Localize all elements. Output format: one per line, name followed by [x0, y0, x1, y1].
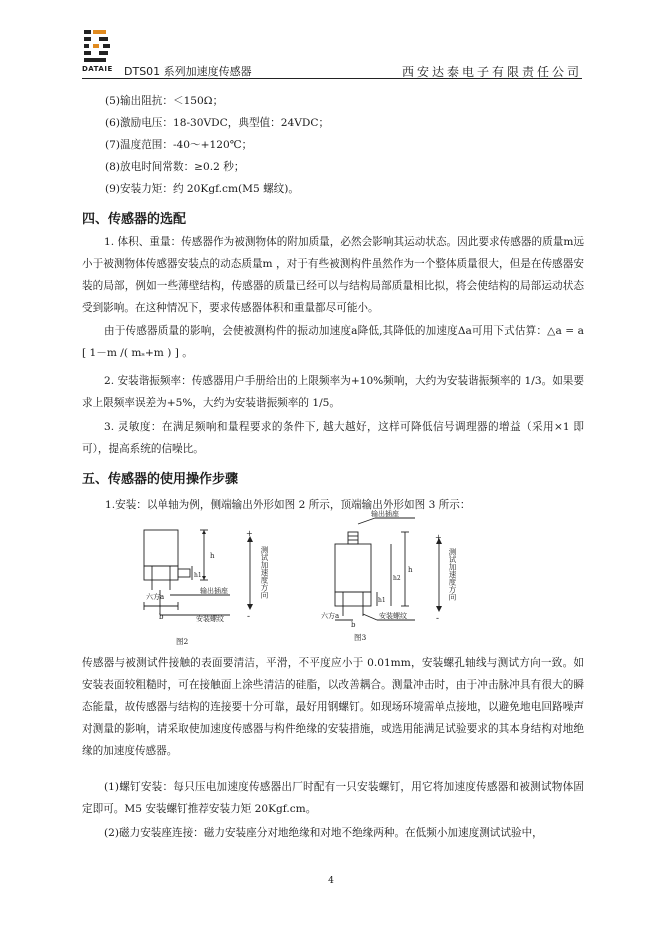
section-5-para-3: (2)磁力安装座连接：磁力安装座分对地绝缘和对地不绝缘两种。在低频小加速度测试试验中， — [104, 827, 543, 839]
figure-3-caption: 图3 — [354, 633, 367, 642]
dim-b-label: b — [159, 613, 164, 621]
spec-line: (8)放电时间常数：≥0.2 秒； — [105, 161, 245, 173]
dim-b-label: b — [351, 621, 356, 629]
section-4-para-3: 2. 安装谐振频率：传感器用户手册给出的上限频率为+10%频响，大约为安装谐振频率的 1/3。如果要求上限频率误差为+5%，大约为安装谐振频率的 1/5。 — [82, 375, 584, 409]
dim-h1-label: h1 — [378, 597, 386, 604]
hex-label: 六方a — [146, 593, 165, 601]
hex-label: 六方a — [321, 612, 340, 620]
section-5-para-1: 传感器与被测试件接触的表面要清洁，平滑，不平度应小于 0.01mm，安装螺孔轴线与测试方向一致。如安装表面较粗糙时，可在接触面上涂些清洁的硅脂，以改善耦合。测量冲击时，由于冲击脉冲具有很大的瞬态能量，故传感器与结构的连接要十分可靠，最好用钢螺钉。如现场环境需单点接地，以避免地电回路噪声对测量的影响，请采取使加速度传感器与构件绝缘的安装措施，或选用能满足试验要求的其本身结构对地绝缘的加速度传感器。 — [82, 657, 584, 757]
section-4-para-1: 1. 体积、重量：传感器作为被测物体的附加质量，必然会影响其运动状态。因此要求传感器的质量m远小于被测物体传感器安装点的动态质量m ，对于有些被测构件虽然作为一个整体质量很大，但是在传感器安装的局部，例如一些薄壁结构，传感器的质量已经可以与结构局部质量相比拟，将会使结构的局部运动状态受到影响。在这种情况下，要求传感器体积和重量都尽可能小。 — [82, 236, 584, 314]
output-label: 输出插座 — [371, 510, 399, 518]
plus-sign: + — [246, 529, 253, 538]
dim-h1-label: h1 — [194, 572, 202, 579]
dim-h-label: h — [210, 552, 215, 560]
section-4-para-4: 3. 灵敏度：在满足频响和量程要求的条件下, 越大越好，这样可降低信号调理器的增益（采用×1 即可），提高系统的信噪比。 — [82, 421, 584, 455]
section-4-para-2: 由于传感器质量的影响，会使被测构件的振动加速度a降低,其降低的加速度Δa可用下式估算：△a = a [ 1－m /( mₛ+m ) ] 。 — [82, 325, 584, 359]
thread-label: 安装螺纹 — [196, 615, 224, 623]
page-number: 4 — [328, 876, 334, 886]
page-header — [82, 28, 582, 79]
spec-line: (7)温度范围：-40～+120℃； — [105, 139, 253, 151]
fig2-direction-label: 测试加速度方向 — [260, 546, 269, 599]
spec-line: (9)安装力矩：约 20Kgf.cm(M5 螺纹)。 — [105, 183, 300, 195]
minus-sign: - — [436, 614, 440, 624]
product-title: DTS01 系列加速度传感器 — [124, 65, 252, 78]
figure-2-caption: 图2 — [176, 637, 189, 646]
fig3-direction-label: 测试加速度方向 — [448, 548, 457, 601]
dim-h2-label: h2 — [393, 575, 401, 582]
spec-line: (6)激励电压：18-30VDC，典型值：24VDC； — [105, 117, 330, 129]
section-5-para-2: (1)螺钉安装：每只压电加速度传感器出厂时配有一只安装螺钉，用它将加速度传感器和被测试物体固定即可。M5 安装螺钉推荐安装力矩 20Kgf.cm。 — [82, 781, 584, 815]
install-intro: 1.安装：以单轴为例，侧端输出外形如图 2 所示，顶端输出外形如图 3 所示： — [105, 499, 471, 511]
section-5-title: 五、传感器的使用操作步骤 — [82, 472, 239, 487]
dataie-logo-icon — [82, 28, 122, 68]
section-4-title: 四、传感器的选配 — [82, 212, 187, 227]
minus-sign: - — [247, 612, 251, 622]
figure-3-top-output-diagram — [315, 510, 485, 640]
company-name: 西安达泰电子有限责任公司 — [401, 65, 582, 79]
thread-label: 安装螺纹 — [379, 612, 407, 620]
plus-sign: + — [435, 533, 442, 542]
dim-h-label: h — [408, 566, 413, 574]
spec-line: (5)输出阻抗：＜150Ω； — [105, 95, 224, 107]
output-label: 输出插座 — [200, 587, 228, 595]
brand-name: DATAIE — [82, 65, 113, 73]
